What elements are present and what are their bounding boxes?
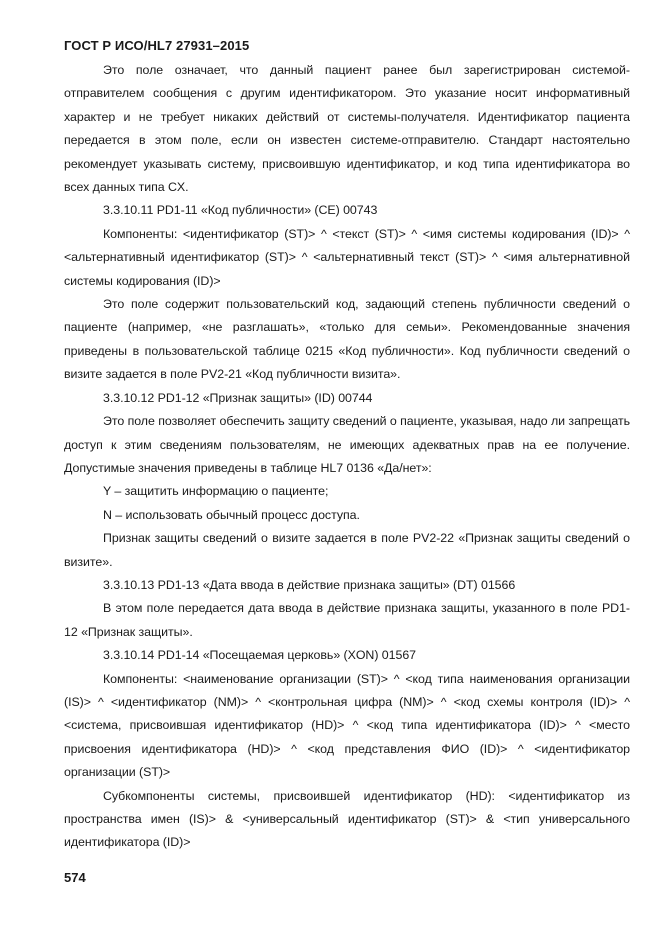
section-heading-pd1-12: 3.3.10.12 PD1-12 «Признак защиты» (ID) 00744: [103, 390, 373, 405]
list-item-value-y: Y – защитить информацию о пациенте;: [103, 484, 329, 499]
paragraph-hd-subcomponents: Субкомпоненты системы, присвоившей идентификатор (HD): <идентификатор из пространства имен (IS)> & <универсальный идентификатор (ST)> & <тип универсального идентификатора (ID)>: [64, 788, 630, 850]
section-heading-pd1-13: 3.3.10.13 PD1-13 «Дата ввода в действие признака защиты» (DT) 01566: [103, 577, 516, 592]
paragraph-pd1-12-description: Это поле позволяет обеспечить защиту сведений о пациенте, указывая, надо ли запрещать доступ к этим сведениям пользователям, не имеющих адекватных прав на ее получение. Допустимые значения приведены в таблице HL7 0136 «Да/нет»:: [64, 414, 630, 475]
document-header: ГОСТ Р ИСО/HL7 27931–2015: [64, 38, 250, 53]
paragraph-pd1-13-description: В этом поле передается дата ввода в действие признака защиты, указанного в поле PD1-12 «Признак защиты».: [64, 601, 630, 639]
page-body: [64, 59, 630, 855]
paragraph-cx-description: Это поле означает, что данный пациент ранее был зарегистрирован системой-отправителем сообщения с другим идентификатором. Это указание носит информативный характер и не требует никаких действий от системы-получателя. Идентификатор пациента передается в этом поле, если он известен системе-отправителю. Стандарт настоятельно рекомендует указывать систему, присвоившую идентификатор, и код типа идентификатора во всех данных типа CX.: [64, 63, 630, 195]
paragraph-pd1-11-description: Это поле содержит пользовательский код, задающий степень публичности сведений о пациенте (например, «не разглашать», «только для семьи». Рекомендованные значения приведены в пользовательской таблице 0215 «Код публичности». Код публичности сведений о визите задается в поле PV2-21 «Код публичности визита».: [64, 297, 630, 382]
paragraph-pd1-14-components: Компоненты: <наименование организации (ST)> ^ <код типа наименования организации (IS)> ^ <идентификатор (NM)> ^ <контрольная цифра (NM)> ^ <код схемы контроля (ID)> ^ <система, присвоившая идентификатор (HD)> ^ <код типа идентификатора (ID)> ^ <место присвоения идентификатора (HD)> ^ <код представления ФИО (ID)> ^ <идентификатор организации (ST)>: [64, 671, 630, 780]
paragraph-pd1-11-components: Компоненты: <идентификатор (ST)> ^ <текст (ST)> ^ <имя системы кодирования (ID)> ^ <альтернативный идентификатор (ST)> ^ <альтернативный текст (ST)> ^ <имя альтернативной системы кодирования (ID)>: [64, 226, 630, 288]
paragraph-pv2-22-note: Признак защиты сведений о визите задается в поле PV2-22 «Признак защиты сведений о визите».: [64, 531, 630, 569]
list-item-value-n: N – использовать обычный процесс доступа.: [103, 507, 360, 522]
page-number: 574: [64, 870, 86, 885]
section-heading-pd1-14: 3.3.10.14 PD1-14 «Посещаемая церковь» (XON) 01567: [103, 648, 416, 663]
section-heading-pd1-11: 3.3.10.11 PD1-11 «Код публичности» (CE) 00743: [103, 203, 378, 218]
